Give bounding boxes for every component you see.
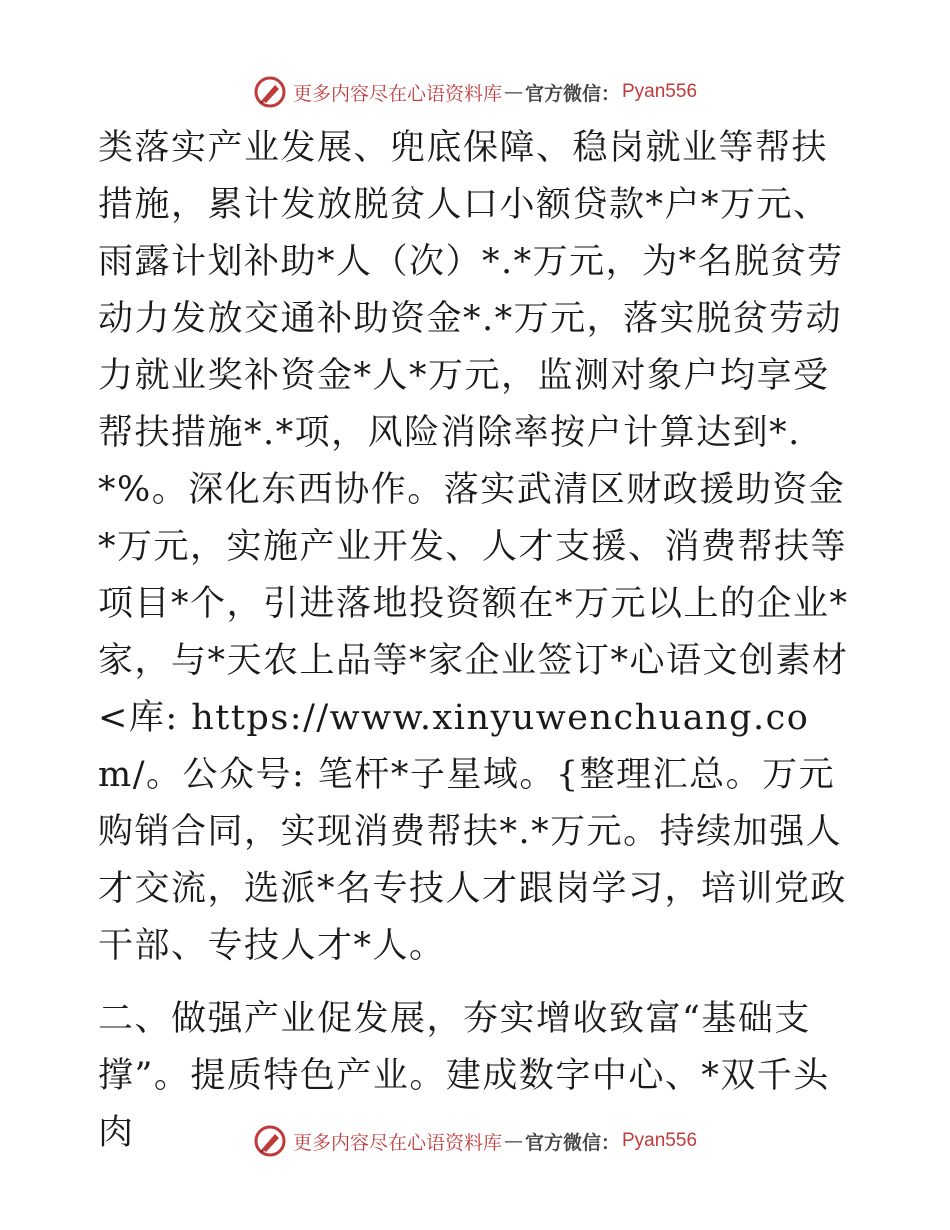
pen-badge-icon — [253, 1124, 287, 1158]
watermark-separator: — — [503, 1130, 523, 1152]
paragraph: 二、做强产业促发展，夯实增收致富“基础支撑”。提质特色产业。建成数字中心、*双千头肉 — [98, 999, 830, 1153]
footer-watermark — [0, 1121, 950, 1161]
document-body — [98, 120, 858, 1162]
pen-badge-icon — [253, 75, 287, 109]
watermark-text: 更多内容尽在心语资料库 — [292, 82, 502, 105]
watermark-id: Pyan556 — [622, 81, 698, 102]
header-watermark — [0, 72, 950, 112]
watermark-label: 官方微信： — [524, 1131, 620, 1154]
watermark-separator: — — [503, 81, 523, 103]
watermark-label: 官方微信： — [524, 82, 620, 105]
paragraph: 类落实产业发展、兜底保障、稳岗就业等帮扶措施，累计发放脱贫人口小额贷款*户*万元、雨露计划补助*人（次）*.*万元，为*名脱贫劳动力发放交通补助资金*.*万元，落实脱贫劳动力就业奖补资金*人*万元，监测对象户均享受帮扶措施*.*项，风险消除率按户计算达到*.*%。深化东西协作。落实武清区财政援助资金*万元，实施产业开发、人才支援、消费帮扶等项目*个，引进落地投资额在*万元以上的企业*家，与*天农上品等*家企业签订*心语文创素材<库: https://www.xinyuwenchuang.com/。公众号: 笔杆*子星域。{整理汇总。万元购销合同，实现消费帮扶*.*万元。持续加强人才交流，选派*名专技人才跟岗学习，培训党政干部、专技人才*人。 — [98, 128, 849, 966]
watermark-id: Pyan556 — [622, 1130, 698, 1151]
watermark-text: 更多内容尽在心语资料库 — [292, 1131, 502, 1154]
